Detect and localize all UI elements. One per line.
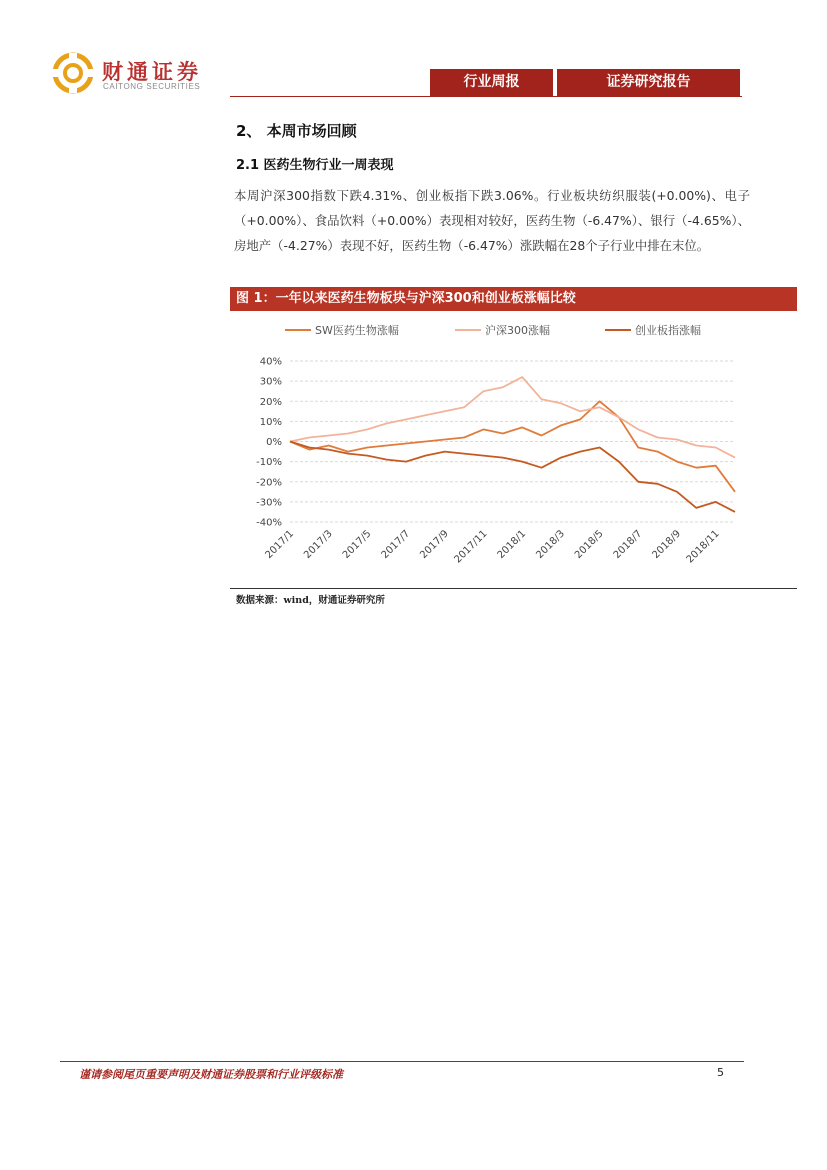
report-category-tab: 证券研究报告 <box>557 69 740 96</box>
x-tick-label: 2018/7 <box>611 528 645 562</box>
y-tick-label: -40% <box>256 517 282 529</box>
y-tick-label: 0% <box>266 437 282 448</box>
y-tick-label: -20% <box>256 477 282 489</box>
footer-divider <box>60 1061 744 1062</box>
figure-bottom-rule <box>230 588 797 589</box>
x-tick-label: 2018/5 <box>573 528 606 562</box>
report-type-tab: 行业周报 <box>430 69 553 96</box>
legend-label: SW医药生物涨幅 <box>315 324 399 337</box>
x-tick-label: 2017/3 <box>302 528 335 562</box>
logo-english-name: CAITONG SECURITIES <box>103 82 201 91</box>
x-tick-label: 2018/11 <box>684 528 722 566</box>
section-paragraph: 本周沪深300指数下跌4.31%、创业板指下跌3.06%。行业板块纺织服装(+0.00%)、电子（+0.00%）、食品饮料（+0.00%）表现相对较好，医药生物（-6.47%）、银行（-4.65%）、房地产（-4.27%）表现不好，医药生物（-6.47%）涨跌幅在28个子行业中排在末位。 <box>234 188 750 253</box>
page-number: 5 <box>717 1066 724 1079</box>
series-line <box>290 377 735 458</box>
x-tick-label: 2017/9 <box>418 528 451 562</box>
y-tick-label: -10% <box>256 457 282 469</box>
logo-emblem-icon <box>50 52 96 94</box>
x-tick-label: 2017/1 <box>263 528 297 562</box>
y-tick-label: 40% <box>259 356 282 368</box>
x-tick-label: 2017/7 <box>379 528 413 562</box>
legend-label: 沪深300涨幅 <box>485 324 550 337</box>
x-tick-label: 2017/5 <box>340 528 374 562</box>
legend-label: 创业板指涨幅 <box>635 324 701 337</box>
line-chart <box>230 311 797 586</box>
header-divider <box>230 96 742 97</box>
x-tick-label: 2018/3 <box>534 528 567 562</box>
chart-container <box>230 311 797 586</box>
section-subheading: 2.1 医药生物行业一周表现 <box>236 158 394 173</box>
x-tick-label: 2017/11 <box>452 528 490 566</box>
y-tick-label: -30% <box>256 497 282 509</box>
series-line <box>290 442 735 512</box>
figure-source: 数据来源：wind，财通证券研究所 <box>236 595 385 606</box>
figure-caption: 图 1：一年以来医药生物板块与沪深300和创业板涨幅比较 <box>230 287 797 311</box>
footer-disclaimer: 谨请参阅尾页重要声明及财通证券股票和行业评级标准 <box>79 1068 343 1081</box>
section-heading: 2、 本周市场回顾 <box>236 122 357 140</box>
x-tick-label: 2018/1 <box>495 528 529 562</box>
y-tick-label: 30% <box>259 376 282 388</box>
logo-chinese-name: 财通证券 <box>102 59 202 84</box>
header-tabs <box>430 69 740 96</box>
x-tick-label: 2018/9 <box>650 528 684 562</box>
y-tick-label: 20% <box>259 396 282 408</box>
series-line <box>290 401 735 492</box>
company-logo <box>50 52 220 96</box>
y-tick-label: 10% <box>259 416 282 428</box>
